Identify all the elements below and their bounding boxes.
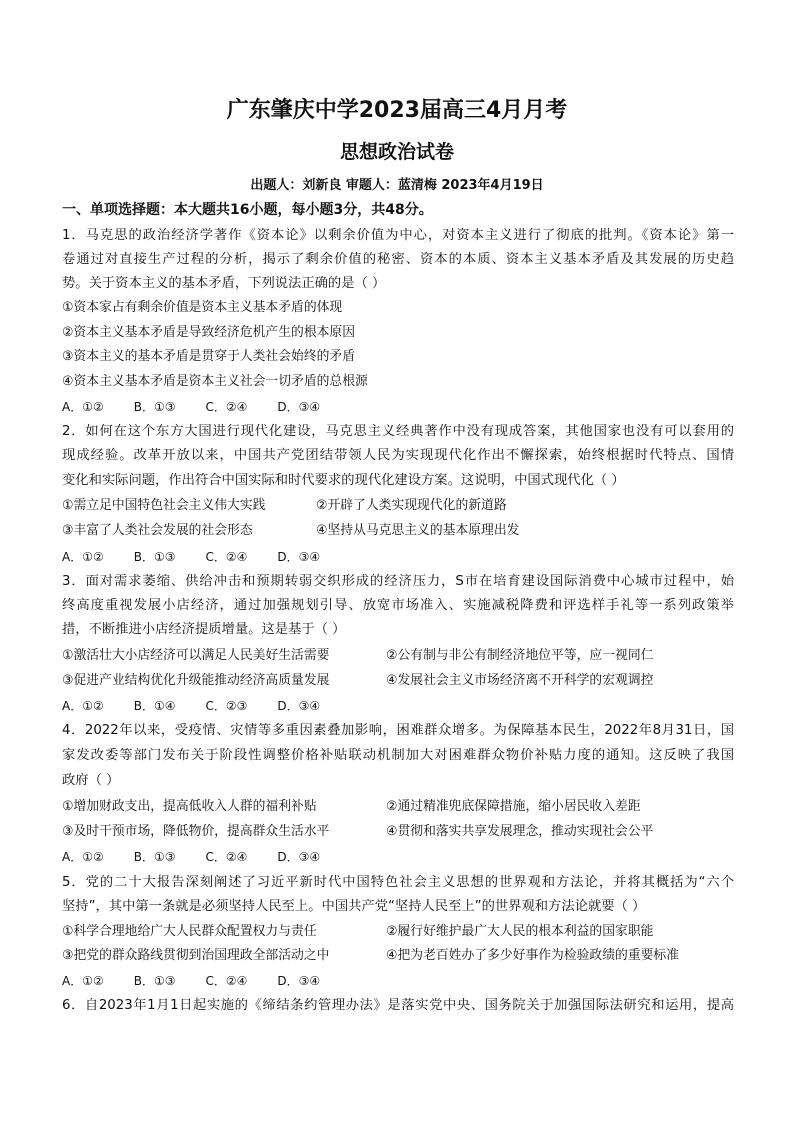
q5-answer-d: D．③④ (277, 974, 321, 988)
q1-option-1: ①资本家占有剩余价值是资本主义基本矛盾的体现 (62, 300, 343, 315)
q1-answer-d: D．③④ (277, 400, 321, 414)
q4-answer-a: A．①② (62, 850, 104, 864)
q5-line-1: 5．党的二十大报告深刻阐述了习近平新时代中国特色社会主义思想的世界观和方法论，并将其概括为“六个 (62, 875, 734, 890)
q4-answers (62, 847, 350, 867)
q2-answer-c: C．②④ (205, 550, 248, 564)
q1-option-4: ④资本主义基本矛盾是资本主义社会一切矛盾的总根源 (62, 374, 368, 389)
exam-meta: 出题人：刘新良 审题人：蓝清梅 2023年4月19日 (250, 178, 544, 193)
q6-line-1: 6．自2023年1月1日起实施的《缔结条约管理办法》是落实党中央、国务院关于加强国际法研究和运用，提高 (62, 998, 734, 1013)
q5-answers (62, 971, 350, 991)
q3-option-4: ④发展社会主义市场经济离不开科学的宏观调控 (386, 673, 654, 688)
q4-line-3: 政府（ ） (62, 773, 120, 788)
q2-option-3: ③丰富了人类社会发展的社会形态 (62, 523, 253, 538)
exam-subtitle: 思想政治试卷 (339, 141, 454, 163)
q2-line-2: 现成经验。改革开放以来，中国共产党团结带领人民为实现现代化作出不懈探索，始终根据时代特点、国情 (62, 448, 734, 463)
exam-title: 广东肇庆中学2023届高三4月月考 (226, 98, 568, 123)
q4-line-1: 4．2022年以来，受疫情、灾情等多重因素叠加影响，困难群众增多。为保障基本民生，2022年8月31日，国 (62, 723, 734, 738)
q2-answer-d: D．③④ (277, 550, 321, 564)
q2-option-1: ①需立足中国特色社会主义伟大实践 (62, 498, 266, 513)
q3-option-3: ③促进产业结构优化升级能推动经济高质量发展 (62, 673, 330, 688)
q1-line-2: 卷通过对直接生产过程的分析，揭示了剩余价值的秘密、资本的本质、资本主义基本矛盾及其发展的历史趋 (62, 252, 734, 267)
q2-answers (62, 547, 350, 567)
q3-answer-c: C．②③ (205, 699, 248, 713)
q1-line-1: 1．马克思的政治经济学著作《资本论》以剩余价值为中心，对资本主义进行了彻底的批判。《资本论》第一 (62, 228, 734, 243)
q5-answer-a: A．①② (62, 974, 104, 988)
q5-line-2: 坚持”，其中第一条就是必须坚持人民至上。中国共产党“坚持人民至上”的世界观和方法论就要（ ） (62, 899, 646, 914)
q3-line-1: 3．面对需求萎缩、供给冲击和预期转弱交织形成的经济压力，S市在培育建设国际消费中心城市过程中，始 (62, 574, 734, 589)
q1-answer-c: C．②④ (205, 400, 248, 414)
q5-answer-b: B．①③ (133, 974, 176, 988)
q4-answer-c: C．②④ (205, 850, 248, 864)
q2-answer-a: A．①② (62, 550, 104, 564)
q2-option-2: ②开辟了人类实现现代化的新道路 (316, 498, 507, 513)
q3-answers (62, 696, 350, 716)
q1-answer-a: A．①② (62, 400, 104, 414)
q2-answer-b: B．①③ (133, 550, 176, 564)
q3-option-1: ①激活壮大小店经济可以满足人民美好生活需要 (62, 648, 330, 663)
q2-line-1: 2．如何在这个东方大国进行现代化建设，马克思主义经典著作中没有现成答案，其他国家也没有可以套用的 (62, 424, 734, 439)
section-heading: 一、单项选择题：本大题共16小题，每小题3分，共48分。 (62, 202, 433, 218)
q3-line-2: 终高度重视发展小店经济，通过加强规划引导、放宽市场准入、实施减税降费和评选样手礼等一系列政策举 (62, 598, 734, 613)
q4-option-4: ④贯彻和落实共享发展理念，推动实现社会公平 (386, 824, 654, 839)
q4-option-1: ①增加财政支出，提高低收入人群的福利补贴 (62, 799, 317, 814)
q5-option-4: ④把为老百姓办了多少好事作为检验政绩的重要标准 (386, 948, 680, 963)
q4-line-2: 家发改委等部门发布关于阶段性调整价格补贴联动机制加大对困难群众物价补贴力度的通知。这反映了我国 (62, 748, 734, 763)
q1-option-2: ②资本主义基本矛盾是导致经济危机产生的根本原因 (62, 325, 356, 340)
q5-option-2: ②履行好维护最广大人民的根本利益的国家职能 (386, 924, 654, 939)
q4-option-3: ③及时干预市场，降低物价，提高群众生活水平 (62, 824, 330, 839)
q5-option-3: ③把党的群众路线贯彻到治国理政全部活动之中 (62, 948, 330, 963)
q1-answer-b: B．①③ (133, 400, 176, 414)
q1-option-3: ③资本主义的基本矛盾是贯穿于人类社会始终的矛盾 (62, 349, 356, 364)
q3-answer-b: B．①④ (133, 699, 176, 713)
q4-answer-d: D．③④ (277, 850, 321, 864)
q5-option-1: ①科学合理地给广大人民群众配置权力与责任 (62, 924, 317, 939)
q3-answer-a: A．①② (62, 699, 104, 713)
q1-line-3: 势。关于资本主义的基本矛盾，下列说法正确的是（ ） (62, 276, 386, 291)
q1-answers (62, 397, 350, 417)
q2-line-3: 变化和实际问题，作出符合中国实际和时代要求的现代化建设方案。这说明，中国式现代化（ ） (62, 473, 625, 488)
q2-option-4: ④坚持从马克思主义的基本原理出发 (316, 523, 520, 538)
q3-option-2: ②公有制与非公有制经济地位平等，应一视同仁 (386, 648, 654, 663)
q4-answer-b: B．①③ (133, 850, 176, 864)
q3-answer-d: D．③④ (277, 699, 321, 713)
q3-line-3: 措，不断推进小店经济提质增量。这是基于（ ） (62, 622, 346, 637)
q4-option-2: ②通过精准兜底保障措施，缩小居民收入差距 (386, 799, 641, 814)
q5-answer-c: C．②④ (205, 974, 248, 988)
